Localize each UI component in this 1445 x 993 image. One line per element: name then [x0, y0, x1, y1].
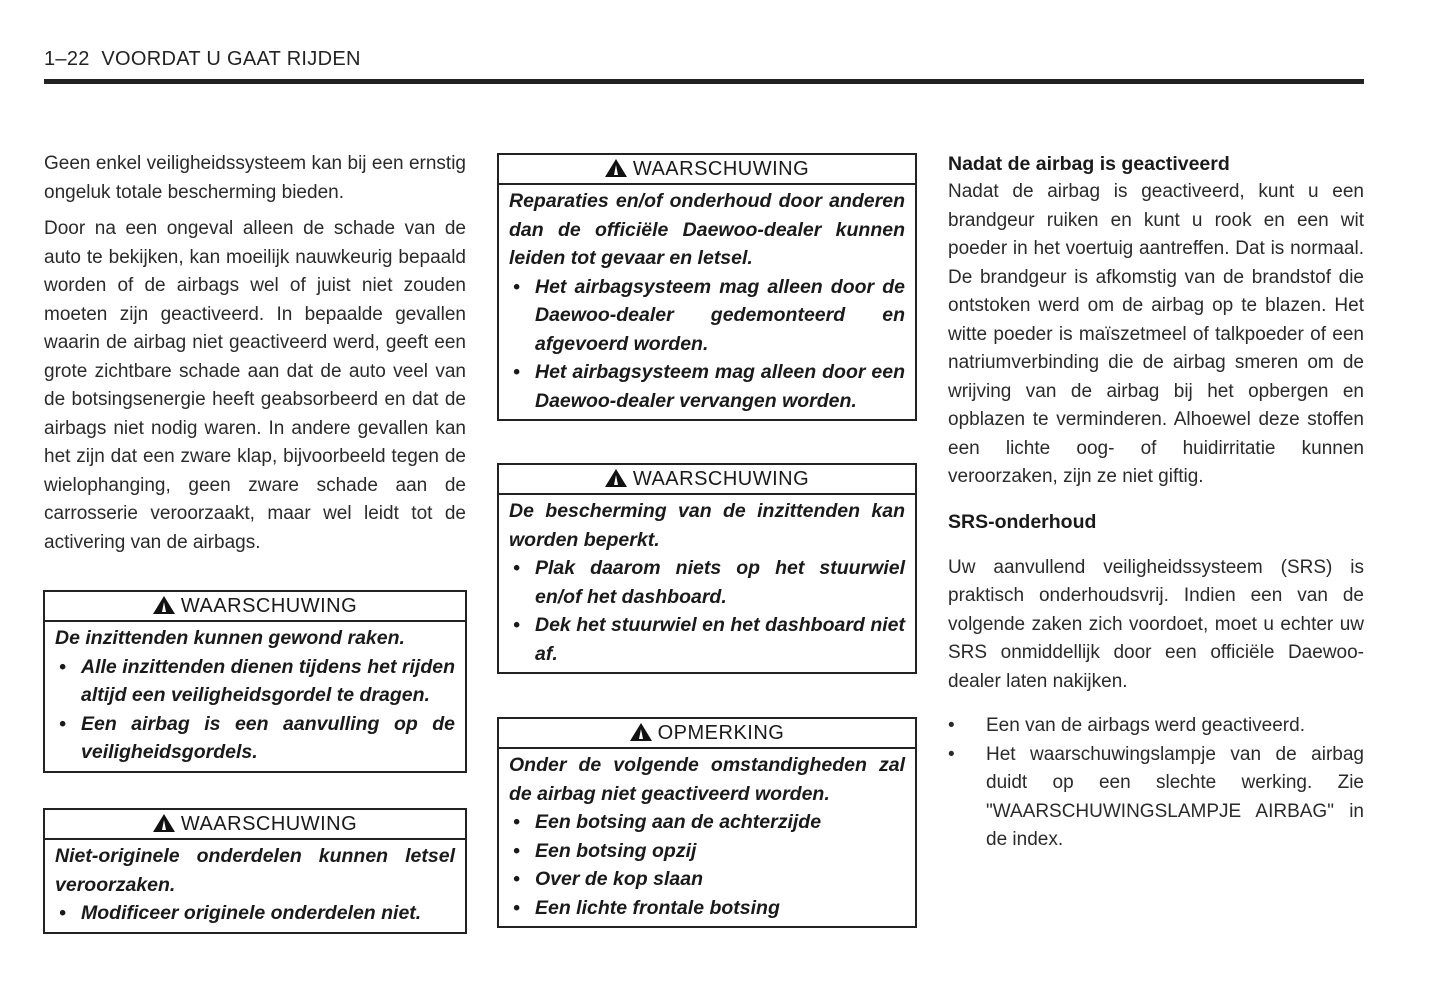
warning-bullet: • Alle inzittenden dienen tijdens het rijden altijd een veiligheidsgordel te dragen.	[59, 655, 455, 706]
warning-bullet: • Het airbagsysteem mag alleen door een Daewoo-dealer vervangen worden.	[513, 361, 905, 412]
warning-triangle-icon	[605, 469, 627, 487]
note-intro: Onder de volgende omstandigheden zal de airbag niet geactiveerd worden.	[509, 754, 905, 805]
note-bullet: • Over de kop slaan	[513, 868, 703, 890]
warning-triangle-icon	[630, 723, 652, 741]
warning-intro: Reparaties en/of onderhoud door anderen dan de officiële Daewoo-dealer kunnen leiden tot gevaar en letsel.	[509, 190, 905, 269]
warning-title: WAARSCHUWING	[499, 155, 915, 185]
list-item: • Het waarschuwingslampje van de airbag duidt op een slechte werking. Zie "WAARSCHUWINGSLAMPJE AIRBAG" in de index.	[948, 743, 1364, 850]
note-bullet: • Een lichte frontale botsing	[513, 896, 780, 919]
warning-triangle-icon	[153, 596, 175, 614]
section-heading: Nadat de airbag is geactiveerd	[948, 153, 1230, 175]
warning-bullet: • Het airbagsysteem mag alleen door de Daewoo-dealer gedemonteerd en afgevoerd worden.	[513, 275, 905, 355]
paragraph: Door na een ongeval alleen de schade van de auto te bekijken, kan moeilijk nauwkeurig bepaald worden of de airbags wel of juist niet zouden moeten zijn geactiveerd. In bepaalde gevallen waarin de airbag niet geactiveerd werd, geeft een grote zichtbare schade aan dat de auto veel van de botsingsenergie heeft geabsorbeerd en dat de airbags niet nodig waren. In andere gevallen kan het zijn dat een zware klap, bijvoorbeeld tegen de wielophanging, geen zware schade aan de carrosserie veroorzaakt, maar wel leidt tot de activering van de airbags.	[44, 218, 466, 553]
warning-box	[497, 153, 917, 421]
note-box	[497, 717, 917, 928]
warning-box	[497, 463, 917, 674]
warning-intro: De inzittenden kunnen gewond raken.	[55, 627, 405, 649]
warning-box	[43, 808, 467, 934]
note-bullet: • Een botsing opzij	[513, 839, 697, 862]
warning-bullet: • Modificeer originele onderdelen niet.	[59, 902, 422, 924]
warning-bullet: • Plak daarom niets op het stuurwiel en/of het dashboard.	[513, 557, 905, 608]
page-number: 1–22	[44, 48, 90, 70]
warning-title: WAARSCHUWING	[45, 810, 465, 840]
warning-box	[43, 590, 467, 773]
column-1	[44, 150, 466, 565]
page-header	[44, 48, 361, 71]
section-heading: SRS-onderhoud	[948, 510, 1097, 533]
column-3	[948, 150, 1364, 855]
warning-title: WAARSCHUWING	[45, 592, 465, 622]
note-bullet: • Een botsing aan de achterzijde	[513, 811, 822, 833]
warning-intro: De bescherming van de inzittenden kan worden beperkt.	[509, 500, 905, 551]
header-rule	[44, 79, 1364, 84]
warning-triangle-icon	[153, 814, 175, 832]
note-title: OPMERKING	[499, 719, 915, 749]
section-title: VOORDAT U GAAT RIJDEN	[101, 48, 361, 70]
warning-triangle-icon	[605, 159, 627, 177]
warning-intro: Niet-originele onderdelen kunnen letsel veroorzaken.	[55, 845, 455, 896]
warning-bullet: • Dek het stuurwiel en het dashboard niet af.	[513, 614, 905, 665]
paragraph: Geen enkel veiligheidssysteem kan bij een ernstig ongeluk totale bescherming bieden.	[44, 153, 466, 203]
warning-bullet: • Een airbag is een aanvulling op de veiligheidsgordels.	[59, 712, 455, 763]
paragraph: Nadat de airbag is geactiveerd, kunt u een brandgeur ruiken en kunt u rook en een wit poeder in het voertuig aantreffen. Dat is normaal. De brandgeur is afkomstig van de brandstof die ontstoken werd om de airbag op te blazen. Het witte poeder is maïszetmeel of talkpoeder of een natriumverbinding die de airbag smeren om de wrijving van de airbag bij het opbergen en opblazen te verminderen. Alhoewel deze stoffen een lichte oog- of huidirritatie kunnen veroorzaken, zijn ze niet giftig.	[948, 181, 1364, 487]
warning-title: WAARSCHUWING	[499, 465, 915, 495]
list-item: • Een van de airbags werd geactiveerd.	[948, 715, 1305, 736]
paragraph: Uw aanvullend veiligheidssysteem (SRS) is praktisch onderhoudsvrij. Indien een van de volgende zaken zich voordoet, moet u echter uw SRS onmiddellijk door een officiële Daewoo-dealer laten nakijken.	[948, 556, 1364, 692]
